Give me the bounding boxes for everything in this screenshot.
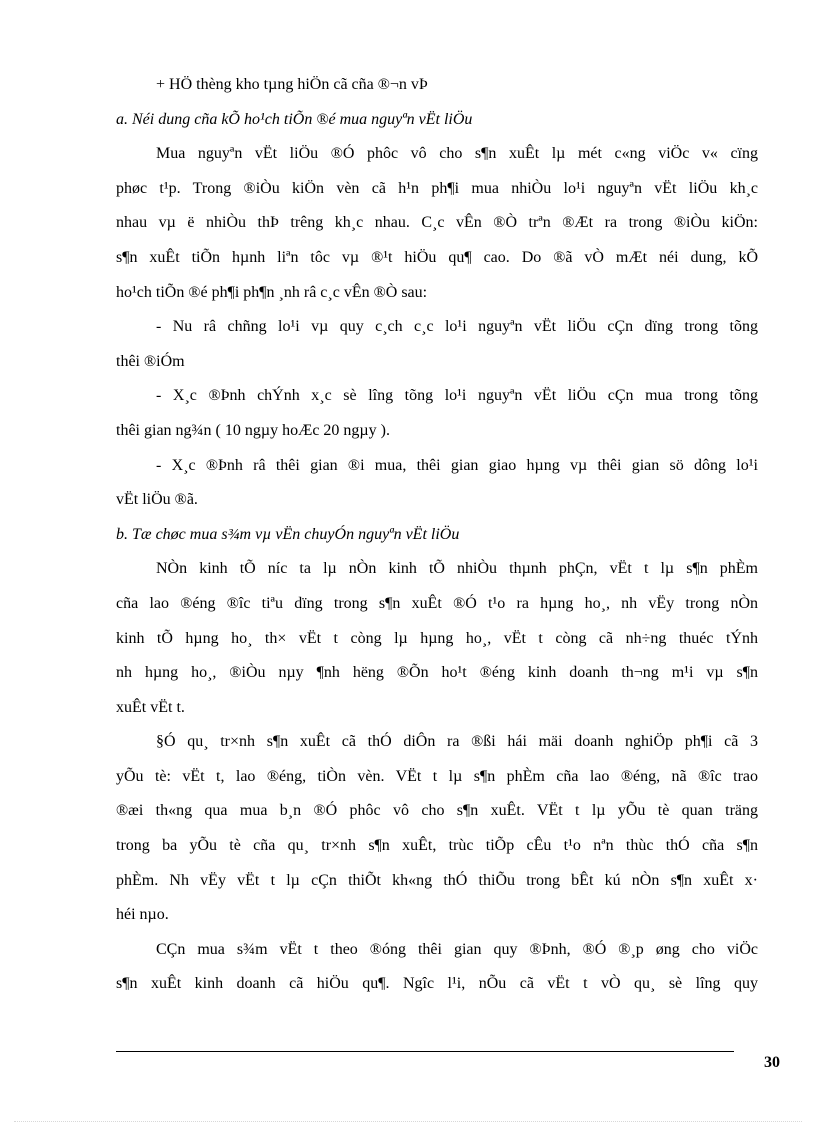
- text-line: - X¸c ®Þnh chÝnh x¸c sè lîng tõng lo¹i nguyªn vËt liÖu cÇn mua trong tõng: [156, 387, 758, 405]
- text-line: thêi gian ng¾n ( 10 ngµy hoÆc 20 ngµy ).: [116, 421, 390, 439]
- section-heading: b. Tæ chøc mua s¾m vµ vËn chuyÓn nguyªn vËt liÖu: [116, 525, 460, 543]
- text-line: nhau vµ ë nhiÒu thÞ trêng kh¸c nhau. C¸c vÊn ®Ò trªn ®Æt ra trong ®iÒu kiÖn:: [116, 214, 758, 232]
- section-heading: a. Néi dung cña kÕ ho¹ch tiÕn ®é mua nguyªn vËt liÖu: [116, 110, 473, 128]
- text-line: ®æi th«ng qua mua b¸n ®Ó phôc vô cho s¶n xuÊt. VËt t lµ yÕu tè quan träng: [116, 802, 758, 820]
- document-body: [116, 68, 758, 1002]
- text-line: phøc t¹p. Trong ®iÒu kiÖn vèn cã h¹n ph¶i mua nhiÒu lo¹i nguyªn vËt liÖu kh¸c: [116, 179, 758, 197]
- text-line: + HÖ thèng kho tµng hiÖn cã cña ®¬n vÞ: [156, 76, 428, 93]
- text-line: trong ba yÕu tè cña qu¸ tr×nh s¶n xuÊt, trùc tiÕp cÊu t¹o nªn thùc thÓ cña s¶n: [116, 837, 758, 855]
- text-line: NÒn kinh tÕ níc ta lµ nÒn kinh tÕ nhiÒu thµnh phÇn, vËt t lµ s¶n phÈm: [156, 560, 758, 578]
- text-line: yÕu tè: vËt t, lao ®éng, tiÒn vèn. VËt t lµ s¶n phÈm cña lao ®éng, nã ®îc trao: [116, 767, 758, 785]
- page-number: 30: [764, 1054, 780, 1071]
- text-line: s¶n xuÊt kinh doanh cã hiÖu qu¶. Ngîc l¹i, nÕu cã vËt t vÒ qu¸ sè lîng quy: [116, 975, 758, 993]
- text-line: cña lao ®éng ®îc tiªu dïng trong s¶n xuÊt ®Ó t¹o ra hµng ho¸, nh vËy trong nÒn: [116, 594, 758, 612]
- text-line: thêi ®iÓm: [116, 352, 185, 370]
- footer-divider: [116, 1051, 734, 1052]
- page-bottom-edge: [14, 1121, 802, 1122]
- text-line: - X¸c ®Þnh râ thêi gian ®i mua, thêi gian giao hµng vµ thêi gian sö dông lo¹i: [156, 456, 758, 474]
- text-line: xuÊt vËt t.: [116, 698, 185, 716]
- text-line: nh hµng ho¸, ®iÒu nµy ¶nh hëng ®Õn ho¹t ®éng kinh doanh th¬ng m¹i vµ s¶n: [116, 664, 758, 682]
- text-line: §Ó qu¸ tr×nh s¶n xuÊt cã thÓ diÔn ra ®ßi hái mäi doanh nghiÖp ph¶i cã 3: [156, 733, 758, 751]
- text-line: - Nu râ chñng lo¹i vµ quy c¸ch c¸c lo¹i nguyªn vËt liÖu cÇn dïng trong tõng: [156, 318, 758, 336]
- text-line: s¶n xuÊt tiÕn hµnh liªn tôc vµ ®¹t hiÖu qu¶ cao. Do ®ã vÒ mÆt néi dung, kÕ: [116, 248, 758, 266]
- text-line: kinh tÕ hµng ho¸ th× vËt t còng lµ hµng ho¸, vËt t còng cã nh÷ng thuéc tÝnh: [116, 629, 758, 647]
- text-line: héi nµo.: [116, 906, 169, 924]
- text-line: Mua nguyªn vËt liÖu ®Ó phôc vô cho s¶n xuÊt lµ mét c«ng viÖc v« cïng: [156, 145, 758, 163]
- text-line: phÈm. Nh vËy vËt t lµ cÇn thiÕt kh«ng thÓ thiÕu trong bÊt kú nÒn s¶n xuÊt x·: [116, 871, 758, 889]
- text-line: ho¹ch tiÕn ®é ph¶i ph¶n ¸nh râ c¸c vÊn ®Ò sau:: [116, 283, 428, 301]
- text-line: vËt liÖu ®ã.: [116, 491, 198, 509]
- text-line: CÇn mua s¾m vËt t theo ®óng thêi gian quy ®Þnh, ®Ó ®¸p øng cho viÖc: [156, 940, 758, 958]
